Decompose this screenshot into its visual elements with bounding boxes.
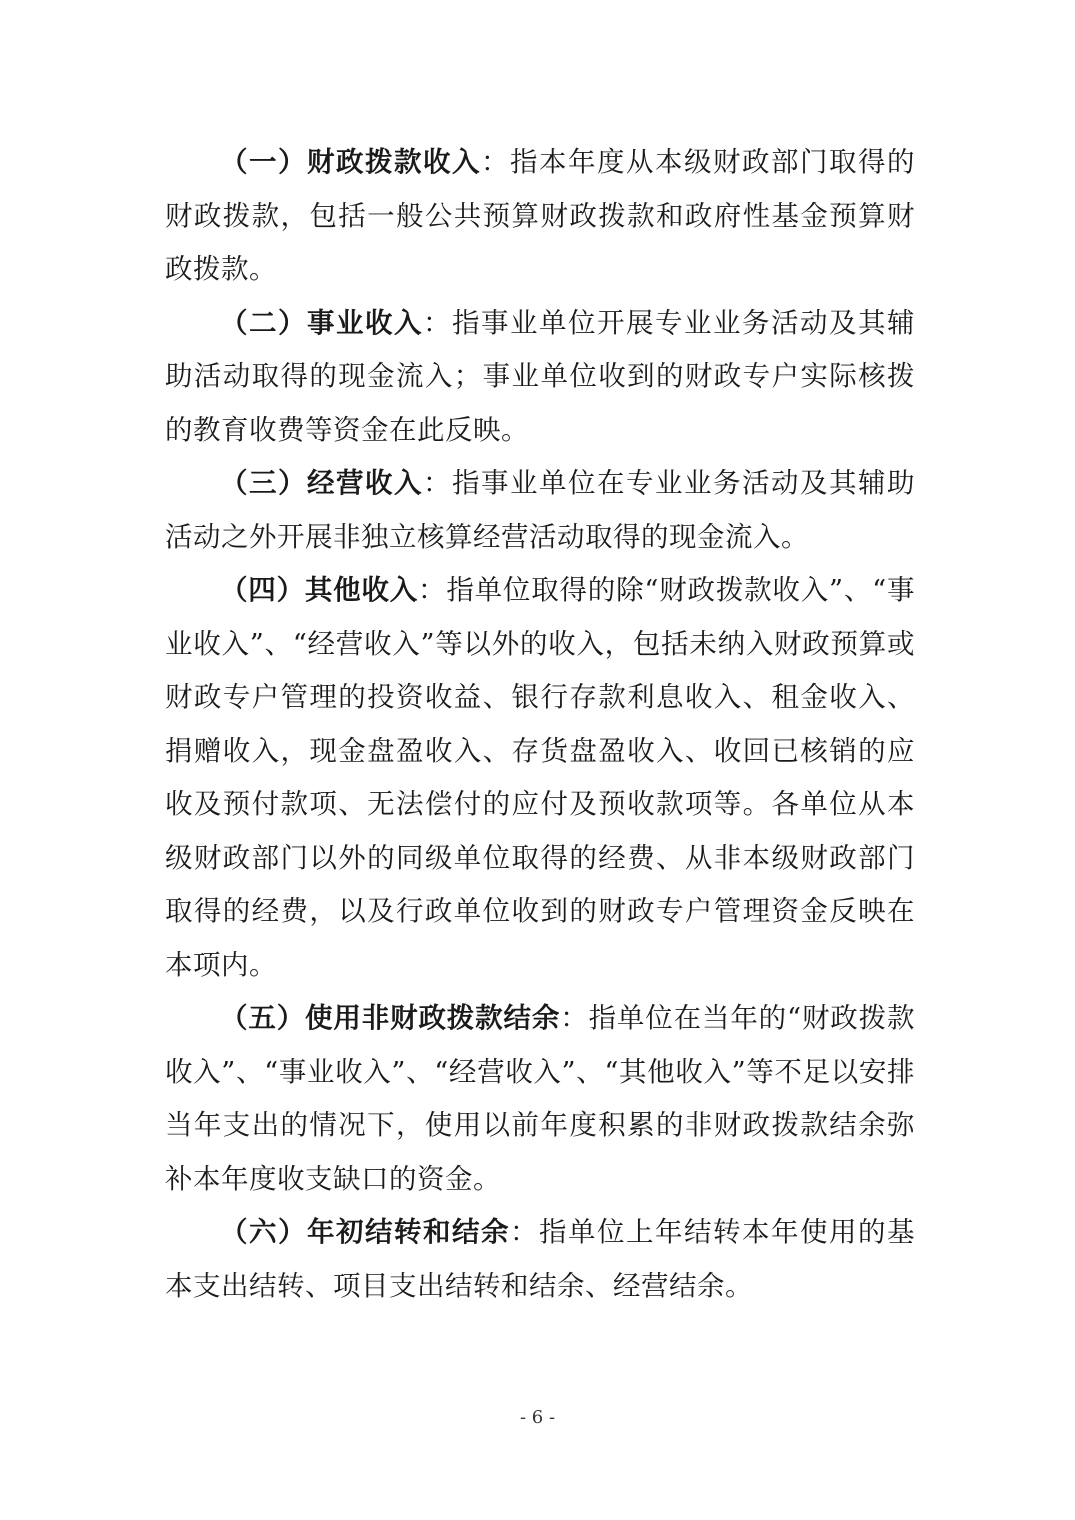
paragraph-heading: （二）事业收入 (220, 306, 423, 339)
paragraph-opening-carryover-surplus (165, 1206, 915, 1313)
paragraph-operating-income (165, 457, 915, 564)
paragraph-text: ：指本年度从本级财政部门取得的财政拨款，包括一般公共预算财政拨款和政府性基金预算财政拨款。 (165, 146, 915, 285)
paragraph-heading: （四）其他收入 (220, 574, 419, 606)
paragraph-text: ：指单位在当年的“财政拨款收入”、“事业收入”、“经营收入”、“其他收入”等不足以安排当年支出的情况下，使用以前年度积累的非财政拨款结余弥补本年度收支缺口的资金。 (165, 1002, 915, 1195)
paragraph-text: ：指事业单位开展专业业务活动及其辅助活动取得的现金流入；事业单位收到的财政专户实际核拨的教育收费等资金在此反映。 (165, 306, 915, 446)
paragraph-text: ：指单位取得的除“财政拨款收入”、“事业收入”、“经营收入”等以外的收入，包括未纳入财政预算或财政专户管理的投资收益、银行存款利息收入、租金收入、捐赠收入，现金盘盈收入、存货盘盈收入、收回已核销的应收及预付款项、无法偿付的应付及预收款项等。各单位从本级财政部门以外的同级单位取得的经费、从非本级财政部门取得的经费，以及行政单位收到的财政专户管理资金反映在本项内。 (165, 574, 915, 981)
paragraph-text: ：指单位上年结转本年使用的基本支出结转、项目支出结转和结余、经营结余。 (165, 1216, 915, 1302)
paragraph-text: ：指事业单位在专业业务活动及其辅助活动之外开展非独立核算经营活动取得的现金流入。 (165, 467, 915, 553)
page-number: - 6 - (519, 1407, 556, 1428)
paragraph-business-income (165, 297, 915, 458)
paragraph-heading: （六）年初结转和结余 (220, 1216, 510, 1248)
paragraph-other-income (165, 564, 915, 992)
paragraph-non-appropriation-surplus-usage (165, 992, 915, 1206)
document-body (165, 136, 915, 1313)
paragraph-heading: （五）使用非财政拨款结余 (220, 1002, 561, 1034)
paragraph-financial-appropriation-income (165, 136, 915, 297)
paragraph-heading: （三）经营收入 (220, 467, 423, 499)
paragraph-heading: （一）财政拨款收入 (220, 146, 481, 178)
